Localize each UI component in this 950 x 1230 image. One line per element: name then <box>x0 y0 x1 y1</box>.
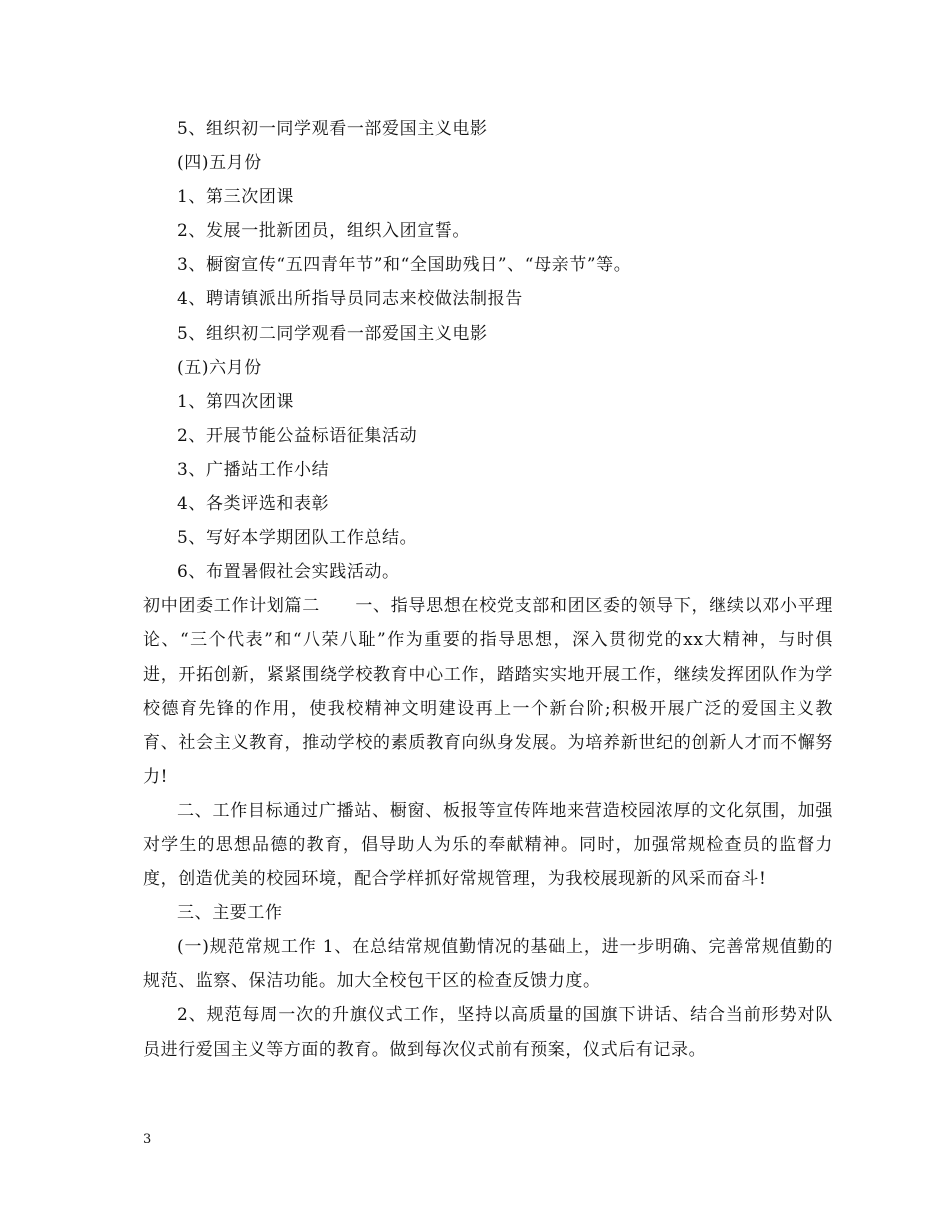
paragraph-plan-two-intro: 初中团委工作计划篇二 一、指导思想在校党支部和团区委的领导下，继续以邓小平理论、“三个代表”和“八荣八耻”作为重要的指导思想，深入贯彻党的xx大精神，与时俱进，开拓创新，紧紧围绕学校教育中心工作，踏踏实实地开展工作，继续发挥团队作为学校德育先锋的作用，使我校精神文明建设再上一个新台阶;积极开展广泛的爱国主义教育、社会主义教育，推动学校的素质教育向纵身发展。为培养新世纪的创新人才而不懈努力! <box>143 596 833 787</box>
section-heading-may: (四)五月份 <box>177 153 262 174</box>
document-body <box>143 112 833 1067</box>
section-heading-june: (五)六月份 <box>177 357 262 378</box>
paragraph-regulate-routine: (一)规范常规工作 1、在总结常规值勤情况的基础上，进一步明确、完善常规值勤的规范、监察、保洁功能。加大全校包干区的检查反馈力度。 <box>143 937 833 992</box>
list-item: 2、开展节能公益标语征集活动 <box>177 425 418 446</box>
list-item: 5、组织初一同学观看一部爱国主义电影 <box>177 119 488 139</box>
list-item: 5、写好本学期团队工作总结。 <box>177 528 418 549</box>
list-item: 1、第四次团课 <box>177 391 295 412</box>
section-heading-main-work: 三、主要工作 <box>177 903 283 924</box>
list-item: 2、发展一批新团员，组织入团宣誓。 <box>177 221 471 242</box>
paragraph-work-goals: 二、工作目标通过广播站、橱窗、板报等宣传阵地来营造校园浓厚的文化氛围，加强对学生的思想品德的教育，倡导助人为乐的奉献精神。同时，加强常规检查员的监督力度，创造优美的校园环境，配合学样抓好常规管理，为我校展现新的风采而奋斗! <box>143 800 833 890</box>
list-item: 4、聘请镇派出所指导员同志来校做法制报告 <box>177 289 523 310</box>
list-item: 3、橱窗宣传“五四青年节”和“全国助残日”、“母亲节”等。 <box>177 255 632 276</box>
list-item: 5、组织初二同学观看一部爱国主义电影 <box>177 323 488 344</box>
list-item: 1、第三次团课 <box>177 187 295 208</box>
list-item: 4、各类评选和表彰 <box>177 494 330 515</box>
paragraph-flag-ceremony: 2、规范每周一次的升旗仪式工作，坚持以高质量的国旗下讲话、结合当前形势对队员进行爱国主义等方面的教育。做到每次仪式前有预案，仪式后有记录。 <box>143 1005 833 1060</box>
list-item: 3、广播站工作小结 <box>177 459 330 480</box>
list-item: 6、布置暑假社会实践活动。 <box>177 562 400 583</box>
page-number: 3 <box>143 1132 152 1147</box>
